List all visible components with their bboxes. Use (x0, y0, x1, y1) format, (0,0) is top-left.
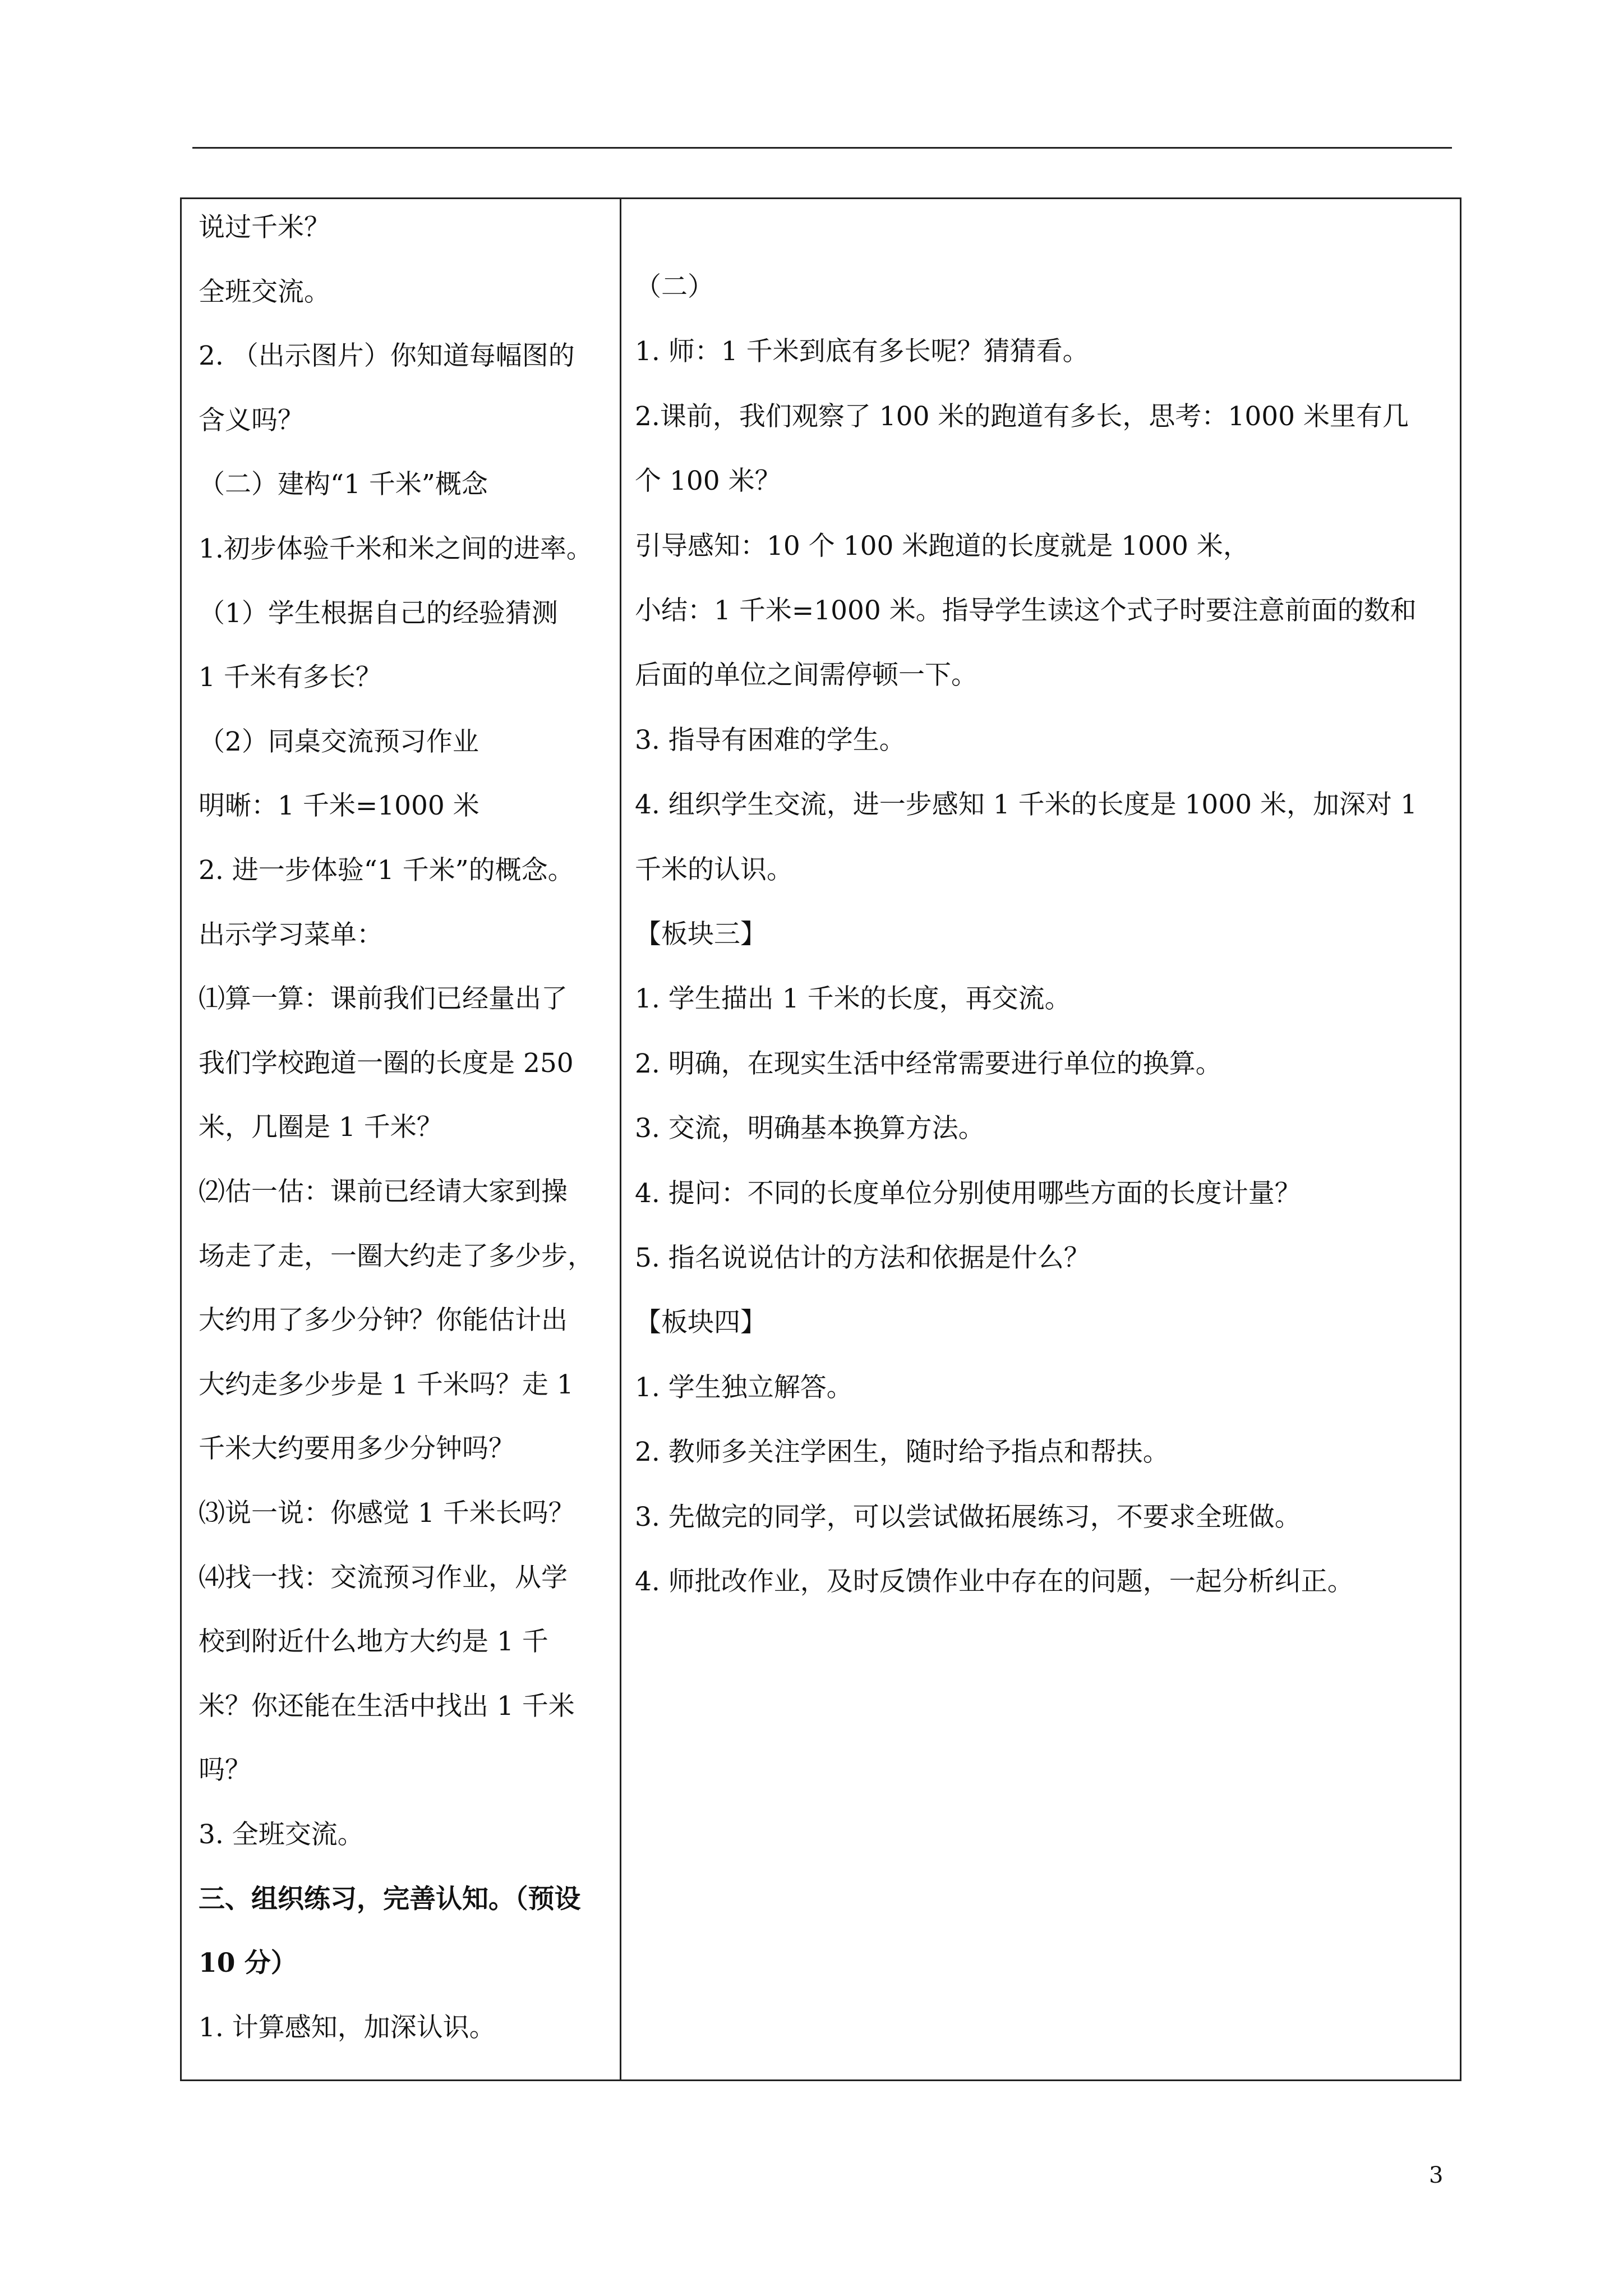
left-column-line: 全班交流。 (199, 277, 330, 307)
right-column-line: 2. 教师多关注学困生，随时给予指点和帮扶。 (635, 1437, 1169, 1467)
left-column-line: 米，几圈是 1 千米？ (199, 1112, 443, 1143)
right-column-line: 个 100 米？ (635, 466, 781, 496)
right-column-line: 1. 学生独立解答。 (635, 1372, 853, 1403)
right-column-line: 1. 师：1 千米到底有多长呢？猜猜看。 (635, 336, 1089, 367)
header-rule (192, 147, 1452, 149)
left-column-line: 大约用了多少分钟？你能估计出 (199, 1305, 568, 1336)
left-column-line: 千米大约要用多少分钟吗？ (199, 1433, 515, 1464)
right-column-line: 【板块四】 (635, 1307, 767, 1338)
left-column-line: （1）学生根据自己的经验猜测 (199, 598, 558, 629)
left-column-line: 3. 全班交流。 (199, 1819, 364, 1850)
left-column-line: ⑵估一估：课前已经请大家到操 (199, 1176, 568, 1207)
lesson-plan-table (180, 197, 1461, 2081)
left-column-line: 1.初步体验千米和米之间的进率。 (199, 533, 593, 564)
left-column-line: 明晰：1 千米=1000 米 (199, 790, 479, 821)
right-column-line: （二） (635, 272, 714, 302)
right-column-line: 4. 组织学生交流，进一步感知 1 千米的长度是 1000 米，加深对 1 (635, 789, 1417, 820)
left-column-line: 米？你还能在生活中找出 1 千米 (199, 1691, 575, 1722)
left-column-line: 场走了走，一圈大约走了多少步， (199, 1241, 594, 1272)
left-column-line: 10 分） (199, 1948, 297, 1978)
left-column-line: 2. 进一步体验“1 千米”的概念。 (199, 855, 574, 886)
page-number: 3 (1429, 2162, 1444, 2188)
right-column-line: 【板块三】 (635, 919, 767, 950)
right-column-line: 5. 指名说说估计的方法和依据是什么？ (635, 1243, 1090, 1273)
left-column-line: 我们学校跑道一圈的长度是 250 (199, 1048, 574, 1079)
right-column-line: 引导感知：10 个 100 米跑道的长度就是 1000 米， (635, 531, 1249, 562)
right-column-line: 1. 学生描出 1 千米的长度，再交流。 (635, 983, 1071, 1014)
right-column-line: 4. 师批改作业，及时反馈作业中存在的问题，一起分析纠正。 (635, 1566, 1354, 1597)
left-column-line: 三、组织练习，完善认知。（预设 (199, 1884, 581, 1915)
left-column-line: 出示学习菜单： (199, 919, 383, 950)
left-column-line: 校到附近什么地方大约是 1 千 (199, 1626, 548, 1657)
left-column-line: 含义吗？ (199, 405, 304, 436)
column-divider (620, 199, 621, 2079)
left-column-line: ⑴算一算：课前我们已经量出了 (199, 983, 568, 1014)
right-column-line: 小结：1 千米=1000 米。指导学生读这个式子时要注意前面的数和 (635, 595, 1417, 626)
left-column-line: 大约走多少步是 1 千米吗？走 1 (199, 1369, 574, 1400)
right-column-line: 4. 提问：不同的长度单位分别使用哪些方面的长度计量？ (635, 1178, 1301, 1209)
right-column-line: 2. 明确，在现实生活中经常需要进行单位的换算。 (635, 1048, 1222, 1079)
left-column-line: （2）同桌交流预习作业 (199, 726, 479, 757)
left-column-line: 1 千米有多长？ (199, 662, 382, 693)
left-column-line: 吗？ (199, 1755, 251, 1786)
left-column-line: ⑶说一说：你感觉 1 千米长吗？ (199, 1498, 575, 1529)
left-column-line: 2. （出示图片）你知道每幅图的 (199, 341, 575, 371)
right-column-line: 2.课前，我们观察了 100 米的跑道有多长，思考：1000 米里有几 (635, 401, 1409, 432)
right-column-line: 千米的认识。 (635, 854, 793, 885)
left-column-line: （二）建构“1 千米”概念 (199, 469, 488, 500)
right-column-line: 3. 指导有困难的学生。 (635, 725, 906, 756)
left-column-line: 说过千米？ (199, 212, 330, 243)
left-column-line: ⑷找一找：交流预习作业，从学 (199, 1562, 568, 1593)
right-column-line: 后面的单位之间需停顿一下。 (635, 660, 978, 691)
right-column-line: 3. 交流，明确基本换算方法。 (635, 1113, 985, 1144)
right-column-line: 3. 先做完的同学，可以尝试做拓展练习，不要求全班做。 (635, 1502, 1301, 1533)
left-column-line: 1. 计算感知，加深认识。 (199, 2012, 496, 2043)
